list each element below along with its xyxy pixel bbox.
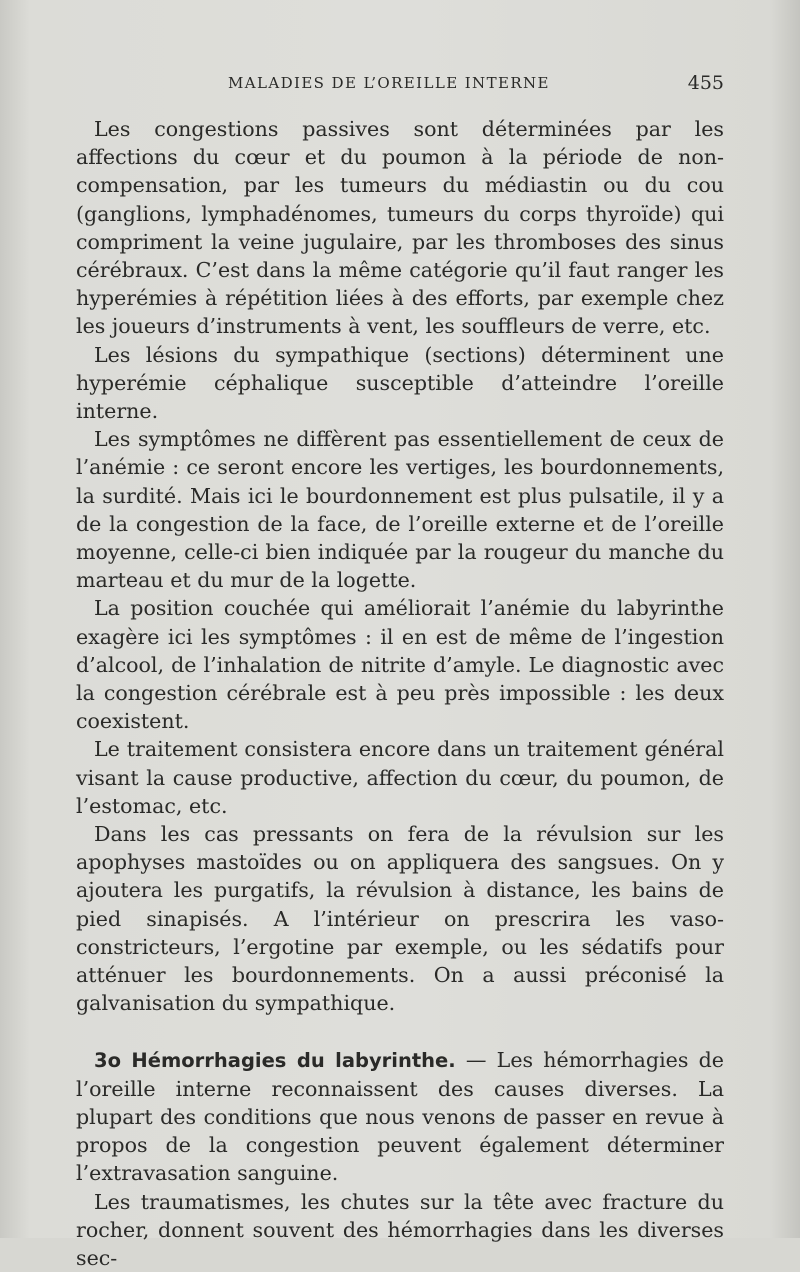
paragraph-congestions-passives: Les congestions passives sont déterminées par les affections du cœur et du poumon à la période de non-compensation, par les tumeurs du médiastin ou du cou (ganglions, lymphadénomes, tumeurs du corps thyroïde) qui compriment la veine jugulaire, par les thromboses des sinus cérébraux. C’est dans la même catégorie qu’il faut ranger les hyperémies à répétition liées à des efforts, par exemple chez les joueurs d’instruments à vent, les souffleurs de verre, etc. — [76, 117, 724, 339]
paragraph-cas-pressants: Dans les cas pressants on fera de la révulsion sur les apophyses mastoïdes ou on appliquera des sangsues. On y ajoutera les purgatifs, la révulsion à distance, les bains de pied sinapisés. A l’intérieur on prescrira les vaso-constricteurs, l’ergotine par exemple, ou les sédatifs pour atténuer les bourdonnements. On a aussi préconisé la galvanisation du sympathique. — [76, 822, 724, 1016]
paragraph-symptomes: Les symptômes ne diffèrent pas essentiellement de ceux de l’anémie : ce seront encore les vertiges, les bourdonnements, la surdité. Mais ici le bourdonnement est plus pulsatile, il y a de la congestion de la face, de l’oreille externe et de l’oreille moyenne, celle-ci bien indiquée par la rougeur du manche du marteau et du mur de la logette. — [76, 427, 724, 593]
running-title: MALADIES DE L’OREILLE INTERNE — [228, 74, 550, 92]
paragraph-traitement: Le traitement consistera encore dans un traitement général visant la cause productive, affection du cœur, du poumon, de l’estomac, etc. — [76, 737, 724, 818]
paragraph-lesions-sympathique: Les lésions du sympathique (sections) déterminent une hyperémie céphalique susceptible d’atteindre l’oreille interne. — [76, 342, 724, 424]
page-number: 455 — [687, 72, 724, 94]
body-text — [76, 115, 724, 1272]
section-spacer — [76, 1018, 724, 1046]
section-hemorrhagies — [76, 1046, 724, 1188]
section-intro: — Les hémorrhagies de l’oreille interne reconnaissent des causes diverses. La plupart des conditions que nous venons de passer en revue à propos de la congestion peuvent également déterminer l’extravasation sanguine. — [76, 1047, 724, 1186]
page-header — [76, 72, 724, 102]
paragraph-traumatismes: Les traumatismes, les chutes sur la tête avec fracture du rocher, donnent souvent des hémorrhagies dans les diverses sec- — [76, 1189, 724, 1270]
section-heading: 3o Hémorrhagies du labyrinthe. — [94, 1048, 456, 1072]
paragraph-position-couchee: La position couchée qui améliorait l’anémie du labyrinthe exagère ici les symptômes : il en est de même de l’ingestion d’alcool, de l’inhalation de nitrite d’amyle. Le diagnostic avec la congestion cérébrale est à peu près impossible : les deux coexistent. — [76, 596, 724, 734]
